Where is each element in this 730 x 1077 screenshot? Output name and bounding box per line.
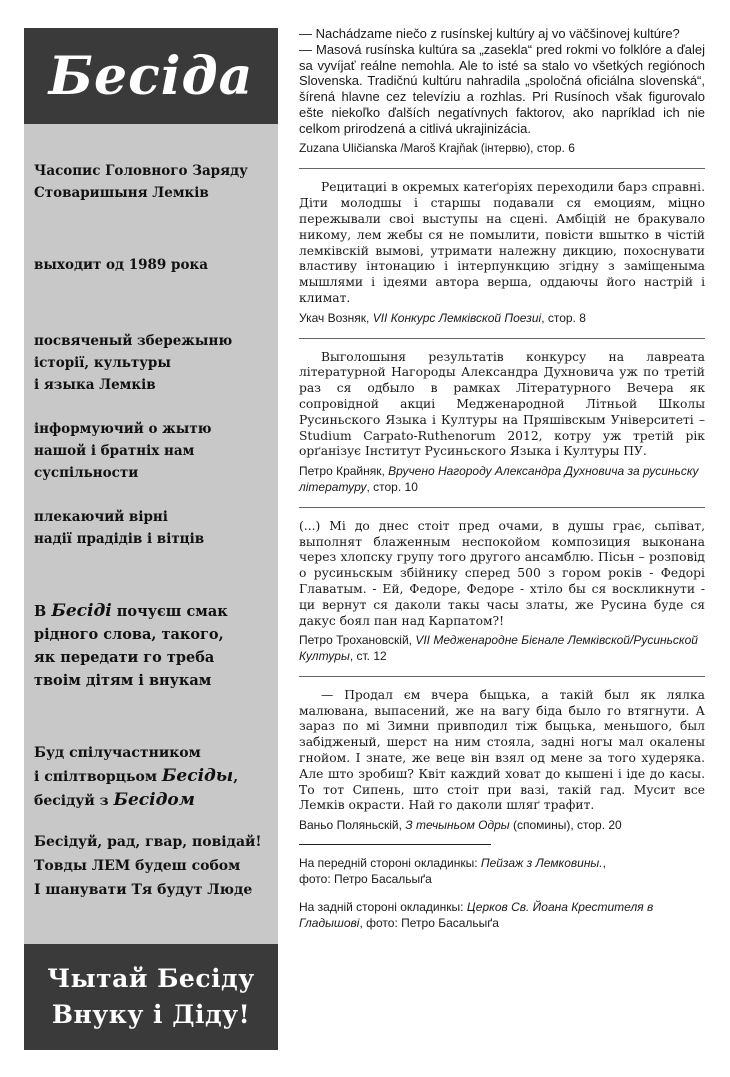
taste-post: почуєш смак xyxy=(111,603,228,620)
masthead-logo-box xyxy=(24,28,278,124)
inform-block xyxy=(34,418,274,484)
talk-line-3: І шанувати Тя будут Люде xyxy=(34,882,253,898)
cherish-block xyxy=(34,506,274,550)
excerpt-4 xyxy=(299,688,705,834)
caption-title: З течыньом Одры xyxy=(405,818,510,833)
cherish-line-2: надії прадідів і вітців xyxy=(34,531,205,547)
caption-title: VII Конкурс Лемківской Поезиі xyxy=(372,310,542,325)
be-line-1: Буд спілучастником xyxy=(34,745,201,761)
subtitle-line-1: Часопис Головного Заряду xyxy=(34,163,248,179)
caption-page: , стор. 10 xyxy=(366,479,418,494)
credit-photo: фото: Петро Басальыґа xyxy=(299,872,432,887)
taste-line-2: рідного слова, такого, xyxy=(34,626,224,643)
caption-title: Вручено Нагороду Александра Духновича за русиньску літературу xyxy=(299,464,699,494)
talk-block xyxy=(34,830,274,902)
inform-line-2: нашой і братніх нам xyxy=(34,443,195,459)
front-cover-credit xyxy=(299,855,705,887)
excerpt-2 xyxy=(299,350,705,496)
caption-author: Zuzana Uličianska xyxy=(299,140,398,155)
excerpts-column xyxy=(299,26,705,943)
divider xyxy=(299,338,705,339)
excerpt-text: — Продал єм вчера быцька, а такій был як лялка малювана, выпасений, же на вагу біда было го втягнути. А зараз по мі Зимни привподил тіж быцька, меньшого, был забідженый, шерст на ним стояла, задні ногы мал окалены гнойом. І знате, же веце він взял од мене за того худеряка. Але што зробиш? Квіт каждий ховат до кышені і іде до касы. То тот Сипень, што стоіт при вазі, такій гад. Мусит все Лемків окрасти. Най го даколи шляґ трафит. xyxy=(299,687,705,813)
cherish-line-1: плекаючий вірні xyxy=(34,509,168,525)
excerpt-caption xyxy=(299,633,705,665)
since-block xyxy=(34,254,274,276)
slogan-line-1: Чытай Бесіду xyxy=(47,964,255,993)
participate-block xyxy=(34,742,274,813)
excerpt-1 xyxy=(299,180,705,326)
taste-pre: В xyxy=(34,603,52,620)
taste-block xyxy=(34,600,274,692)
excerpt-caption xyxy=(299,141,705,158)
excerpt-0 xyxy=(299,26,705,157)
credit-title: Церков Св. Йоана Крестителя в Гладышові xyxy=(299,900,654,931)
devoted-block xyxy=(34,330,274,396)
since-line: выходит од 1989 рока xyxy=(34,257,208,273)
talk-line-1: Бесідуй, рад, гвар, повідай! xyxy=(34,834,262,850)
slogan-box xyxy=(24,944,278,1050)
devoted-line-2: історії, культуры xyxy=(34,355,171,371)
slogan-line-2: Внуку і Діду! xyxy=(51,1000,251,1029)
be-line-2 xyxy=(34,765,274,789)
be-line-3 xyxy=(34,789,274,813)
excerpt-caption xyxy=(299,464,705,496)
be-2-post: , xyxy=(233,769,239,785)
excerpt-caption xyxy=(299,818,705,834)
be-3-em: Бесідом xyxy=(113,790,195,810)
publisher-block xyxy=(34,160,274,204)
excerpt-caption xyxy=(299,311,705,327)
excerpt-3 xyxy=(299,519,705,665)
caption-page: , стор. 8 xyxy=(541,310,586,325)
excerpt-text: Рецитациі в окремых катеґоріях переходили барз справні. Діти молодшы і старшы подавали ся емоциям, міцно пережывали своі выступы на сцені. Амбіцій не бракувало никому, лем жебы ся не помылити, повісти вшытко в чістій лемківскій вымові, утримати належну дикцию, похоснувати властиву інтонацию і інтерпункцию згідну з заміщеныма мышлями і ідеями автора верша, оддаючы його настрій і климат. xyxy=(299,180,705,305)
taste-line-4: твоім дітям і внукам xyxy=(34,672,212,689)
divider xyxy=(299,168,705,169)
caption-title: /Maroš Krajňak (інтервю) xyxy=(400,142,531,155)
masthead-logo: Бесіда xyxy=(48,45,254,107)
credit-rest: , xyxy=(602,856,606,871)
caption-page: , ст. 12 xyxy=(349,649,387,664)
caption-page: (спомины), стор. 20 xyxy=(509,818,622,833)
taste-em: Бесіді xyxy=(51,601,112,621)
talk-line-2: Товды ЛЕМ будеш собом xyxy=(34,858,241,874)
divider xyxy=(299,676,705,677)
credit-rest: , фото: Петро Басальыґа xyxy=(359,916,499,931)
credit-label: На передній стороні окладинкы: xyxy=(299,856,481,871)
be-2-pre: і спілтворцьом xyxy=(34,769,162,785)
sidebar-panel xyxy=(24,124,278,944)
inform-line-3: суспільности xyxy=(34,465,139,481)
taste-line-1 xyxy=(34,600,274,623)
caption-page: , стор. 6 xyxy=(530,140,575,155)
caption-author: Петро Крайняк, xyxy=(299,464,389,479)
caption-title: VII Медженародне Бієнале Лемківской/Русиньской Културы xyxy=(299,633,698,664)
excerpt-text: (...) Мі до днес стоіт пред очами, в душы грає, сьпіват, выполнят блаженным неспокойом композиция выконана через хлопску групу того другого ансамблю. Пісьн – розповід о русиньскым збійнику сперед 500 з гором років - Федорі Главатым. - Ей, Федоре, Федоре - хтіло бы ся воскликнути - ци вернут ся даколи такы часы златы, же Русина буде ся дакус боял пан над Карпатом?! xyxy=(299,518,705,628)
devoted-line-3: і языка Лемків xyxy=(34,377,156,393)
be-2-em: Бесіды xyxy=(161,766,234,786)
caption-author: Петро Трохановскій, xyxy=(299,633,416,648)
credit-label: На задній стороні окладинкы: xyxy=(299,900,467,915)
caption-author: Ваньо Поляньскій, xyxy=(299,818,406,833)
devoted-line-1: посвяченый збережыню xyxy=(34,333,233,349)
excerpt-text: — Nachádzame niečo z rusínskej kultúry aj vo väčšinovej kultúre? — Masová rusínska kultúra sa „zasekla“ pred rokmi vo folklóre a ďalej sa vyvíjať reálne nemohla. Ale to isté sa stalo vo všetkých regiónoch Slovenska. Tradičnú kultúru nahradila „spoločná oficiálna slovenská“, šírená hlavne cez televíziu a rozhlas. Pri Rusínoch však figurovalo ešte niekoľko ďalších negatívnych faktorov, ako napríklad ich nie celkom prirodzená a citlivá ukrajinizácia. xyxy=(299,26,705,136)
credit-title: Пейзаж з Лемковины. xyxy=(480,856,603,871)
divider xyxy=(299,507,705,508)
back-cover-credit xyxy=(299,899,705,931)
caption-author: Укач Возняк, xyxy=(299,310,373,325)
subtitle-line-2: Стоваришыня Лемків xyxy=(34,185,209,201)
inform-line-1: інформуючий о жытю xyxy=(34,421,212,437)
taste-line-3: як передати го треба xyxy=(34,649,215,666)
excerpt-text: Выголошыня результатів конкурсу на лавреата літературной Нагороды Александра Духновича уж по третій раз ся одбыло в рамках Літературного Вечера як сопровідной акциі Медженародной Літньой Школы Русиньского Языка і Културы на Пряшівскым Університеті – Studium Carpato-Ruthenorum 2012, котру уж третій рік орґанізує Інститут Русиньского Языка і Културы ПУ. xyxy=(299,349,705,459)
be-3-pre: бесідуй з xyxy=(34,793,114,809)
credits-rule xyxy=(299,844,491,845)
